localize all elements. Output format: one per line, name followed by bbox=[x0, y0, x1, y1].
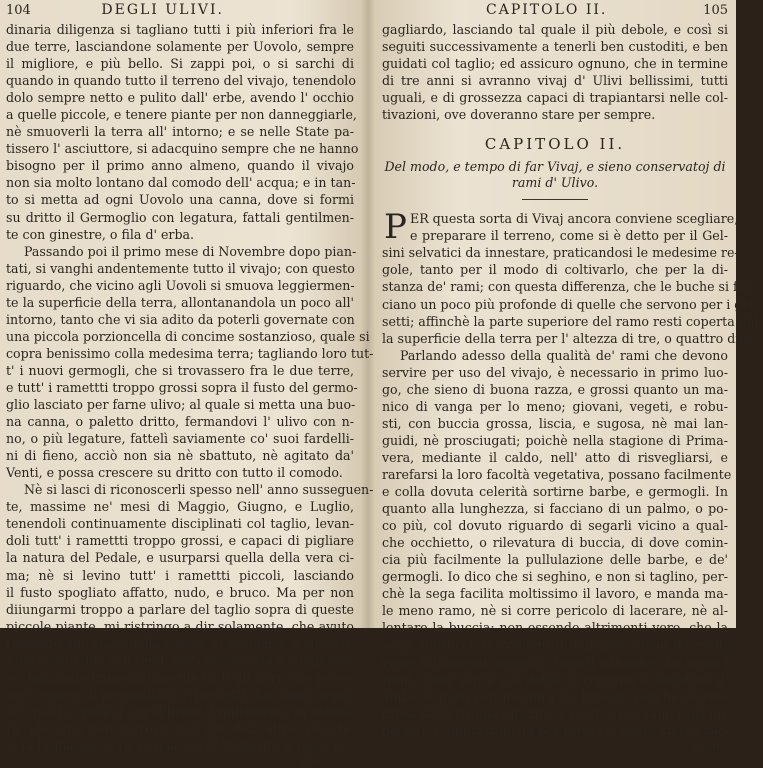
text-line: che occhietto, o rilevatura di buccia, di dove comin- bbox=[382, 535, 728, 551]
chapter-subtitle-line-1: Del modo, e tempo di far Vivaj, e sieno conservatoj di bbox=[384, 159, 726, 175]
text-line: ma; nè si levino tutt' i ramettti piccoli, lasciando bbox=[6, 567, 354, 583]
right-running-title: CAPITOLO II. bbox=[486, 2, 608, 18]
text-line: Nè si lasci di riconoscerli spesso nell' anno susseguen- bbox=[24, 482, 374, 498]
left-running-title: DEGLI ULIVI. bbox=[101, 2, 224, 18]
chapter-divider-rule bbox=[522, 199, 588, 200]
text-line: Venti, e possa crescere su dritto con tutto il comodo. bbox=[6, 465, 343, 481]
text-line: di tre anni si avranno vivaj d' Ulivi bellissimi, tutti bbox=[382, 73, 728, 89]
right-running-head bbox=[382, 2, 728, 20]
text-line: il migliore, e più bello. Si zappi poi, o si sarchi di bbox=[6, 56, 354, 72]
right-page-number: 105 bbox=[703, 3, 728, 18]
text-line: servire per uso del vivajo, è necessario in primo luo- bbox=[382, 364, 728, 380]
text-line: dinaria diligenza si tagliano tutti i più inferiori fra le bbox=[6, 22, 354, 37]
text-line: bisogno per il primo anno almeno, quando il vivajo bbox=[6, 158, 354, 174]
right-catchword: cino, bbox=[693, 737, 724, 753]
text-line: riguardo allo stato della pianta, si scelgano, e si desti- bbox=[6, 635, 354, 651]
text-line: tissero l' asciuttore, si adacquino sempre che ne hanno bbox=[6, 141, 359, 157]
left-page-number: 104 bbox=[6, 3, 31, 18]
left-running-head bbox=[6, 2, 354, 20]
text-line: sega abbrucci, o avveleni il legname, come da molti bbox=[382, 637, 728, 653]
text-line: go, che sieno di buona razza, e grossi quanto un ma- bbox=[382, 381, 728, 397]
text-line: gole, tanto per il modo di coltivarlo, che per la di- bbox=[382, 262, 728, 278]
text-line: lentare la buccia: non essendo altrimenti vero, che la bbox=[382, 620, 728, 636]
drop-cap: P bbox=[384, 207, 407, 248]
left-body-text bbox=[6, 21, 374, 754]
text-line: guidati col taglio; ed assicuro ognuno, che in termine bbox=[382, 56, 728, 72]
text-line: tivazioni, ove doveranno stare per sempre. bbox=[382, 107, 656, 123]
text-line: chè la sega facilita moltissimo il lavoro, e manda ma- bbox=[382, 586, 728, 602]
text-line: to si metta ad ogni Uovolo una canna, dove si formi bbox=[6, 192, 354, 208]
text-line: la superficie della terra per l' altezza di tre, o quattro dita. bbox=[382, 330, 756, 346]
text-line: il fusto spogliato affatto, nudo, e bruco. Ma per non bbox=[6, 584, 354, 600]
text-line: copra benissimo colla medesima terra; tagliando loro tut- bbox=[6, 345, 374, 361]
right-body-text bbox=[382, 207, 763, 738]
text-line: viene falsamente asserito. Segati adunque che sieno i bbox=[382, 654, 728, 670]
text-line: t' i nuovi germogli, che si trovassero fra le due terre, bbox=[6, 362, 354, 378]
text-line: una piccola porzioncella di concime sostanzioso, quale si bbox=[6, 328, 370, 344]
text-line: germogli. Io dico che si seghino, e non si taglino, per- bbox=[382, 569, 728, 585]
text-line: a quelle piccole, e tenere piante per non danneggiarle, bbox=[6, 107, 357, 123]
text-line: nino subito due soli rami, per cominciarla a comporne- bbox=[6, 652, 357, 668]
text-line: rami, come sopra si è detto, si coprano le segature d' bbox=[382, 671, 728, 687]
text-line: guidi, nè prosciugati; poichè nella stagione di Prima- bbox=[382, 432, 728, 448]
text-line: te con ginestre, o fila d' erba. bbox=[6, 226, 195, 242]
text-line: tenendoli continuamente disciplinati col taglio, levan- bbox=[6, 516, 354, 532]
text-line: due terre, lasciandone solamente per Uovolo, sempre bbox=[6, 39, 354, 55]
text-line: te, massime ne' mesi di Maggio, Giugno, e Luglio, bbox=[6, 499, 354, 515]
text-line: gagliardo, lasciando tal quale il più debole, e così si bbox=[382, 22, 728, 37]
text-line: ra, che uno non ingrossi mai più dell' altro, ciò che bbox=[6, 720, 354, 736]
right-top-text bbox=[382, 21, 728, 123]
text-line: sini selvatici da innestare, praticandosi le medesime re- bbox=[382, 245, 739, 261]
text-line: te la superficie della terra, allontanandola un poco all' bbox=[6, 294, 354, 310]
chapter-subtitle-line-2: rami d' Ulivo. bbox=[511, 175, 599, 191]
text-line: riguardo, che vicino agli Uovoli si smuova leggiermen- bbox=[6, 277, 355, 293]
text-line: doli tutt' i ramettti troppo grossi, e capaci di pigliare bbox=[6, 533, 354, 549]
text-line: ni di fieno, acciò non sia nè sbattuto, nè agitato da' bbox=[6, 448, 354, 464]
text-line: nico di vanga per lo meno; giovani, vegeti, e robu- bbox=[382, 398, 728, 414]
text-line: setti; affinchè la parte superiore del ramo resti coperta dal- bbox=[382, 313, 763, 329]
text-line: vera, mediante il caldo, nell' atto di risvegliarsi, e bbox=[382, 449, 728, 465]
text-line: uguali, e di grossezza capaci di trapiantarsi nelle col- bbox=[382, 90, 728, 106]
text-line: su dritto il Germoglio con legatura, fattali gentilmen- bbox=[6, 209, 354, 225]
text-line: difesi dalla troppa umidità, e restino più sani. Così im- bbox=[382, 705, 730, 721]
text-line: e tutt' i ramettti troppo grossi sopra il fusto del germo- bbox=[6, 379, 358, 395]
text-line: intorno, tanto che vi sia adito da poterli governate con bbox=[6, 311, 355, 327]
text-line: le meno ramo, nè si corre pericolo di lacerare, nè al- bbox=[382, 603, 728, 619]
text-line: re, tagliando immediatamente tutti gli altri, che potes- bbox=[6, 669, 355, 685]
text-line: cia più facilmente la pullulazione delle barbe, e de' bbox=[382, 552, 728, 568]
text-line: Parlando adesso della qualità de' rami che devono bbox=[400, 347, 728, 363]
text-line: ciano un poco più profonde di quelle che servono per i gel- bbox=[382, 296, 759, 312]
text-line: sti, con buccia grossa, liscia, e sugosa, nè mai lan- bbox=[382, 415, 728, 431]
text-line: si fa tagliando, e raccorciando dottamente il ramo più bbox=[6, 737, 354, 753]
text-line: co più, col dovuto riguardo di segarli vicino a qual- bbox=[382, 518, 728, 534]
text-line: glio lasciato per farne ulivo; al quale si metta una buo- bbox=[6, 397, 356, 413]
text-line: tati, si vanghi andentemente tutto il vivajo; con questo bbox=[6, 260, 355, 276]
text-line: e preparare il terreno, come si è detto per il Gel- bbox=[410, 228, 728, 244]
right-page bbox=[372, 0, 763, 753]
text-line: de' quali si veda d' equilibrare il nutrimento in manie- bbox=[6, 703, 354, 719]
text-line: ambe le parti con mestura da Innesti, perchè restino bbox=[382, 688, 728, 704]
text-line: la natura del Pedale, e usurparsi quella della vera ci- bbox=[6, 550, 354, 566]
text-line: nè smuoverli la terra all' intorno; e se nelle State pa- bbox=[6, 124, 354, 140]
text-line: e colla dovuta celerità sortirne barbe, e germogli. In bbox=[382, 484, 728, 500]
text-line: quanto alla lunghezza, si facciano di un palmo, o po- bbox=[382, 501, 728, 517]
chapter-body bbox=[382, 207, 763, 738]
text-line: Passando poi il primo mese di Novembre dopo pian- bbox=[24, 243, 357, 259]
left-page bbox=[0, 0, 374, 768]
text-line: quando in quando tutto il terreno del vivajo, tenendolo bbox=[6, 73, 356, 89]
text-line: no, o più legature, fattelì saviamente co' suoi fardelli- bbox=[6, 431, 354, 447]
text-line: piccole piante, mi ristringo a dir solamente, che avuto bbox=[6, 618, 354, 634]
chapter-title: CAPITOLO II. bbox=[484, 135, 626, 154]
text-line: dolo sempre netto e pulito dall' erbe, avendo l' occhio bbox=[6, 90, 354, 106]
text-line: peciati, s' imbrattino da per tutto col solito sterco vac- bbox=[382, 722, 730, 738]
text-line: diiungarmi troppo a parlare del taglio sopra di queste bbox=[6, 601, 354, 617]
text-line: stanza de' rami; con questa differenza, che le buche si fac- bbox=[382, 279, 757, 295]
text-line: sero essere di pregiudizio a' predetti due rami; sopra bbox=[6, 686, 354, 702]
text-line: non sia molto lontano dal comodo dell' acqua; e in tan- bbox=[6, 175, 356, 191]
text-line: na canna, o paletto dritto, fermandovi l' ulivo con n- bbox=[6, 414, 354, 430]
text-line: rarefarsi la loro facoltà vegetativa, possano facilmente bbox=[382, 466, 732, 482]
left-catchword: ga- bbox=[300, 753, 320, 768]
text-line: ER questa sorta di Vivaj ancora conviene scegliare, bbox=[410, 211, 739, 227]
text-line: seguiti successivamente a tenerli ben custoditi, e ben bbox=[382, 39, 728, 55]
